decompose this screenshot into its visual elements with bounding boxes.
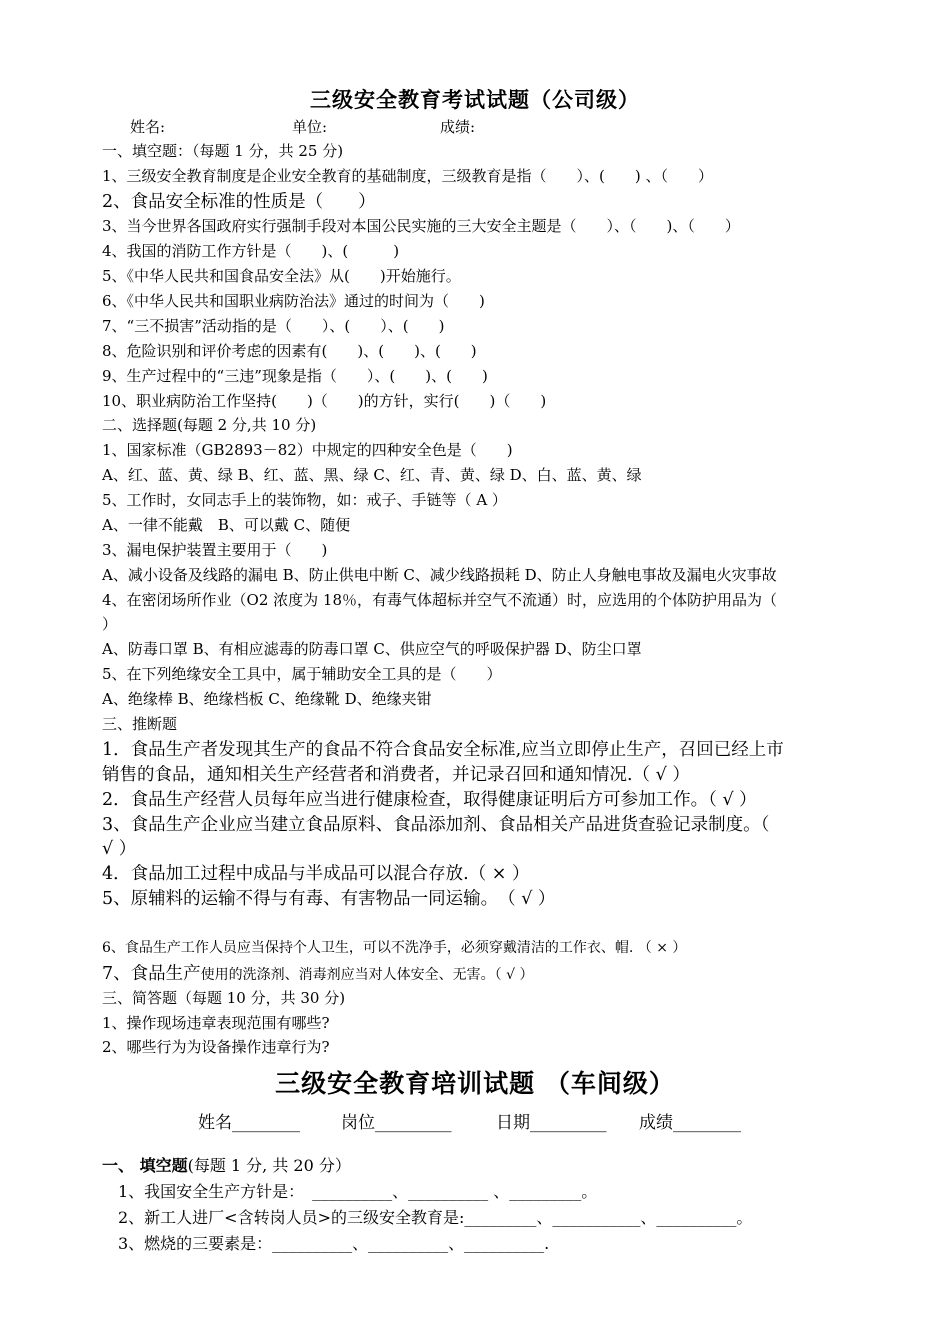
question-line: 1、国家标准（GB2893－82）中规定的四种安全色是（ )	[102, 441, 513, 459]
section-heading-rest: (每题 1 分, 共 20 分）	[187, 1156, 351, 1175]
question-line: 6、《中华人民共和国职业病防治法》通过的时间为（ )	[102, 292, 485, 310]
question-line: 2、食品安全标准的性质是（ ）	[102, 192, 376, 212]
question-line: ）	[102, 615, 118, 633]
section-heading-2	[102, 1153, 351, 1176]
section-heading: 三、简答题（每题 10 分，共 30 分)	[102, 989, 346, 1007]
unit-label: 单位:	[292, 118, 328, 136]
page-title: 三级安全教育考试试题（公司级）	[310, 87, 640, 112]
question-line: 8、危险识别和评价考虑的因素有( )、( )、( )	[102, 342, 477, 360]
judge-line: 1．食品生产者发现其生产的食品不符合食品安全标准,应当立即停止生产，召回已经上市	[102, 740, 784, 760]
judge-line: 5、原辅料的运输不得与有毒、有害物品一同运输。 （ √ ）	[102, 889, 556, 909]
judge-line: 2．食品生产经营人员每年应当进行健康检查，取得健康证明后方可参加工作。（ √ ）	[102, 790, 757, 810]
question-line: 7、“三不损害”活动指的是（ ）、( ）、( )	[102, 317, 445, 335]
section-heading: 三、推断题	[102, 715, 178, 733]
question-line: 4、我国的消防工作方针是（ )、( )	[102, 242, 400, 260]
question-line: 10、职业病防治工作坚持( )（ )的方针，实行( )（ )	[102, 392, 547, 410]
judge-line	[102, 960, 533, 985]
date-field: 日期_________	[496, 1113, 607, 1133]
fill-line: 2、新工人进厂<含转岗人员>的三级安全教育是:_________、___________、__________。	[118, 1208, 753, 1227]
question-line: 3、漏电保护装置主要用于（ )	[102, 541, 328, 559]
post-field: 岗位_________	[341, 1113, 452, 1133]
section-heading: 一、填空题：（每题 1 分，共 25 分)	[102, 142, 344, 160]
question-line: 9、生产过程中的“三违”现象是指（ ）、( )、( )	[102, 367, 488, 385]
question-line: 1、三级安全教育制度是企业安全教育的基础制度，三级教育是指（ ）、( ) 、（ ）	[102, 167, 714, 185]
question-line: 1、操作现场违章表现范围有哪些?	[102, 1014, 330, 1032]
option-line: A、减小设备及线路的漏电 B、防止供电中断 C、减少线路损耗 D、防止人身触电事故及漏电火灾事故	[102, 566, 777, 584]
judge-line: 3、食品生产企业应当建立食品原料、食品添加剂、食品相关产品进货查验记录制度。（	[102, 815, 770, 835]
section-heading: 二、选择题(每题 2 分,共 10 分)	[102, 416, 317, 434]
question-line: 2、哪些行为为设备操作违章行为?	[102, 1038, 330, 1056]
section-heading-bold: 一、 填空题	[102, 1156, 188, 1175]
question-line: 5、工作时，女同志手上的装饰物，如：戒子、手链等（ A ）	[102, 491, 507, 509]
question-line: 5、在下列绝缘安全工具中，属于辅助安全工具的是（ ）	[102, 665, 502, 683]
judge-line-end: 使用的洗涤剂、消毒剂应当对人体安全、无害。（ √ ）	[200, 967, 534, 983]
score-label: 成绩:	[440, 118, 476, 136]
judge-line: √ ）	[102, 839, 137, 859]
question-line: 5、《中华人民共和国食品安全法》从( )开始施行。	[102, 267, 461, 285]
question-line: 4、在密闭场所作业（O2 浓度为 18％，有毒气体超标并空气不流通）时，应选用的个体防护用品为（	[102, 591, 778, 609]
score-field: 成绩________	[639, 1113, 741, 1133]
judge-line: 4．食品加工过程中成品与半成品可以混合存放.（ × ）	[102, 864, 530, 884]
question-line: 3、当今世界各国政府实行强制手段对本国公民实施的三大安全主题是（ ）、（ )、（ ）	[102, 217, 740, 235]
option-line: A、绝缘棒 B、绝缘档板 C、绝缘靴 D、绝缘夹钳	[102, 690, 432, 708]
judge-line: 6、食品生产工作人员应当保持个人卫生，可以不洗净手，必须穿戴清洁的工作衣、帽. （ × ）	[102, 940, 687, 956]
fill-line: 3、燃烧的三要素是：__________、__________、__________.	[118, 1234, 550, 1253]
judge-line-start: 7、食品生产	[102, 964, 201, 984]
name-label: 姓名:	[130, 118, 166, 136]
option-line: A、红、蓝、黄、绿 B、红、蓝、黑、绿 C、红、青、黄、绿 D、白、蓝、黄、绿	[102, 466, 642, 484]
judge-line: 销售的食品，通知相关生产经营者和消费者，并记录召回和通知情况.（ √ ）	[102, 765, 690, 785]
fill-line: 1、我国安全生产方针是： __________、__________ 、_________。	[118, 1182, 598, 1201]
name-field: 姓名________	[198, 1113, 300, 1133]
option-line: A、一律不能戴 B、可以戴 C、随便	[102, 516, 351, 534]
option-line: A、防毒口罩 B、有相应滤毒的防毒口罩 C、供应空气的呼吸保护器 D、防尘口罩	[102, 640, 642, 658]
page-title-2: 三级安全教育培训试题 （车间级）	[275, 1069, 675, 1098]
